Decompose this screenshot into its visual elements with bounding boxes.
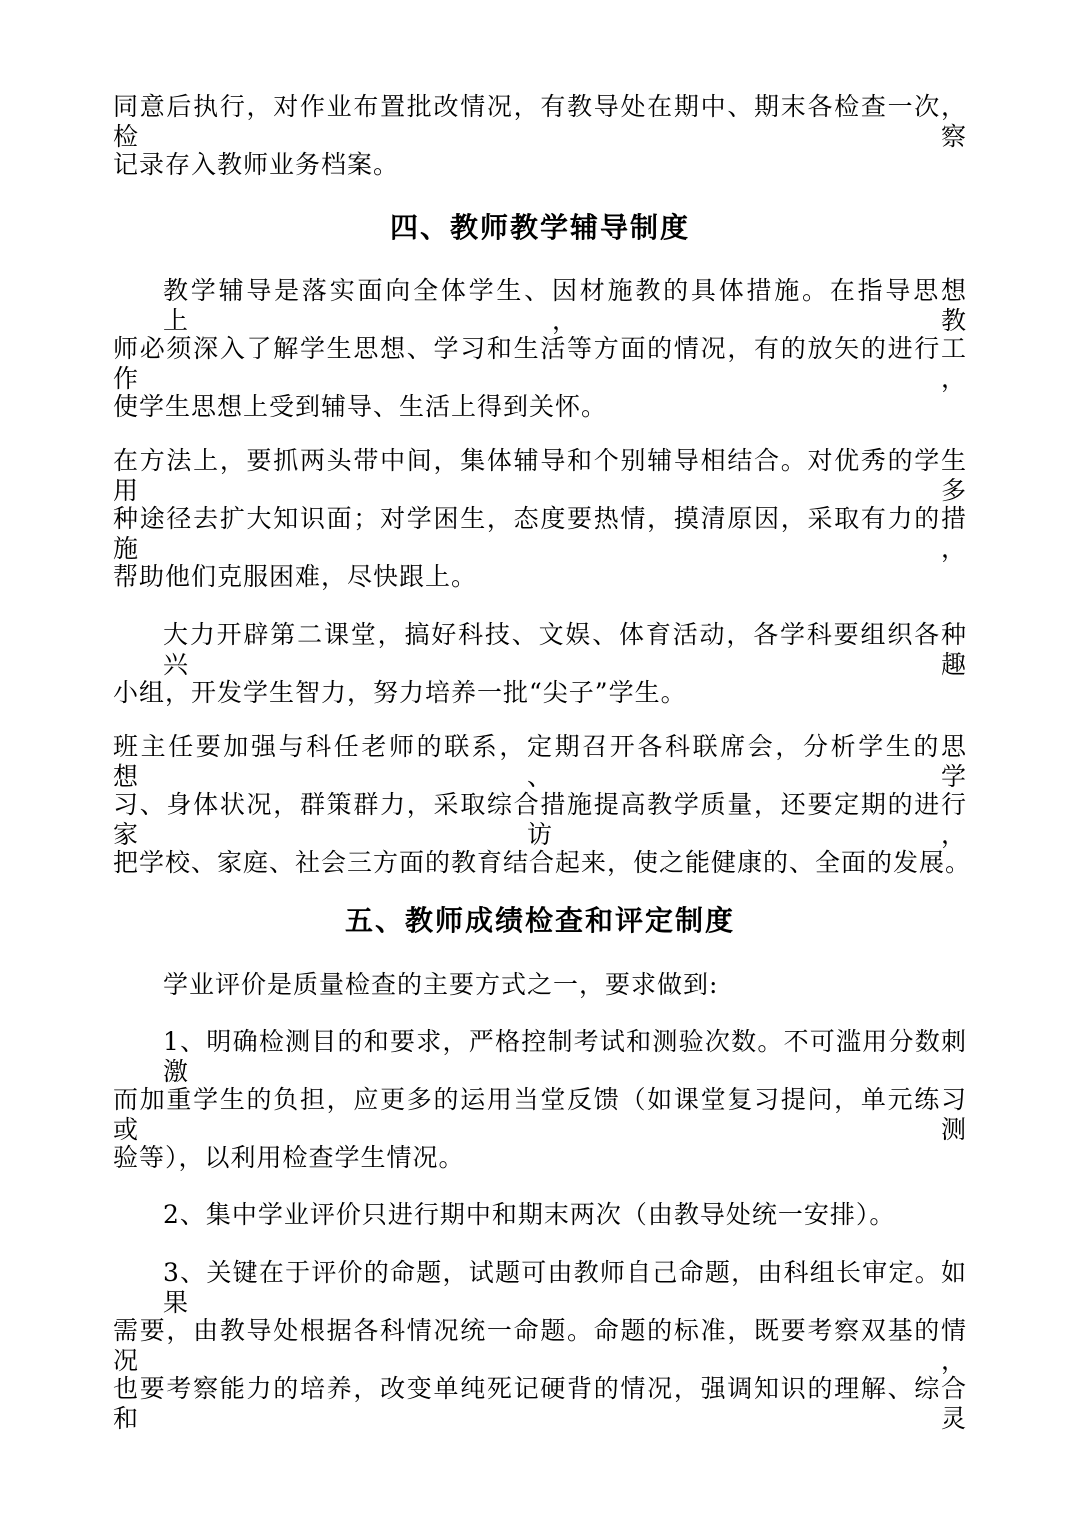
paragraph-line: 同意后执行，对作业布置批改情况，有教导处在期中、期末各检查一次，检察 (113, 92, 967, 151)
paragraph-line: 小组，开发学生智力，努力培养一批“尖子”学生。 (113, 678, 687, 707)
paragraph-line: 班主任要加强与科任老师的联系，定期召开各科联席会，分析学生的思想、学 (113, 732, 967, 791)
paragraph-line: 大力开辟第二课堂，搞好科技、文娱、体育活动，各学科要组织各种兴趣 (163, 620, 967, 679)
paragraph-line: 记录存入教师业务档案。 (113, 150, 400, 179)
paragraph-line: 需要，由教导处根据各科情况统一命题。命题的标准，既要考察双基的情况， (113, 1316, 967, 1375)
paragraph-line: 验等），以利用检查学生情况。 (113, 1143, 465, 1172)
section-heading: 五、教师成绩检查和评定制度 (344, 904, 735, 937)
paragraph-line: 种途径去扩大知识面；对学困生，态度要热情，摸清原因，采取有力的措施， (113, 504, 967, 563)
paragraph-line: 教学辅导是落实面向全体学生、因材施教的具体措施。在指导思想上，教 (163, 276, 967, 335)
paragraph-line: 师必须深入了解学生思想、学习和生活等方面的情况，有的放矢的进行工作， (113, 334, 967, 393)
section-heading: 四、教师教学辅导制度 (389, 211, 690, 244)
paragraph-line: 学业评价是质量检查的主要方式之一，要求做到: (163, 970, 719, 999)
paragraph-line: 在方法上，要抓两头带中间，集体辅导和个别辅导相结合。对优秀的学生用多 (113, 446, 967, 505)
paragraph-line: 也要考察能力的培养，改变单纯死记硬背的情况，强调知识的理解、综合和灵 (113, 1374, 967, 1433)
paragraph-line: 2、集中学业评价只进行期中和期末两次（由教导处统一安排）。 (163, 1200, 896, 1229)
paragraph-line: 帮助他们克服困难，尽快跟上。 (113, 562, 478, 591)
paragraph-line: 使学生思想上受到辅导、生活上得到关怀。 (113, 392, 608, 421)
paragraph-line: 习、身体状况，群策群力，采取综合措施提高教学质量，还要定期的进行家访， (113, 790, 967, 849)
paragraph-line: 而加重学生的负担，应更多的运用当堂反馈（如课堂复习提问，单元练习或测 (113, 1085, 967, 1144)
paragraph-line: 把学校、家庭、社会三方面的教育结合起来，使之能健康的、全面的发展。 (113, 848, 972, 877)
paragraph-line: 3、关键在于评价的命题，试题可由教师自己命题，由科组长审定。如果 (163, 1258, 967, 1317)
paragraph-line: 1、明确检测目的和要求，严格控制考试和测验次数。不可滥用分数刺激 (163, 1027, 967, 1086)
